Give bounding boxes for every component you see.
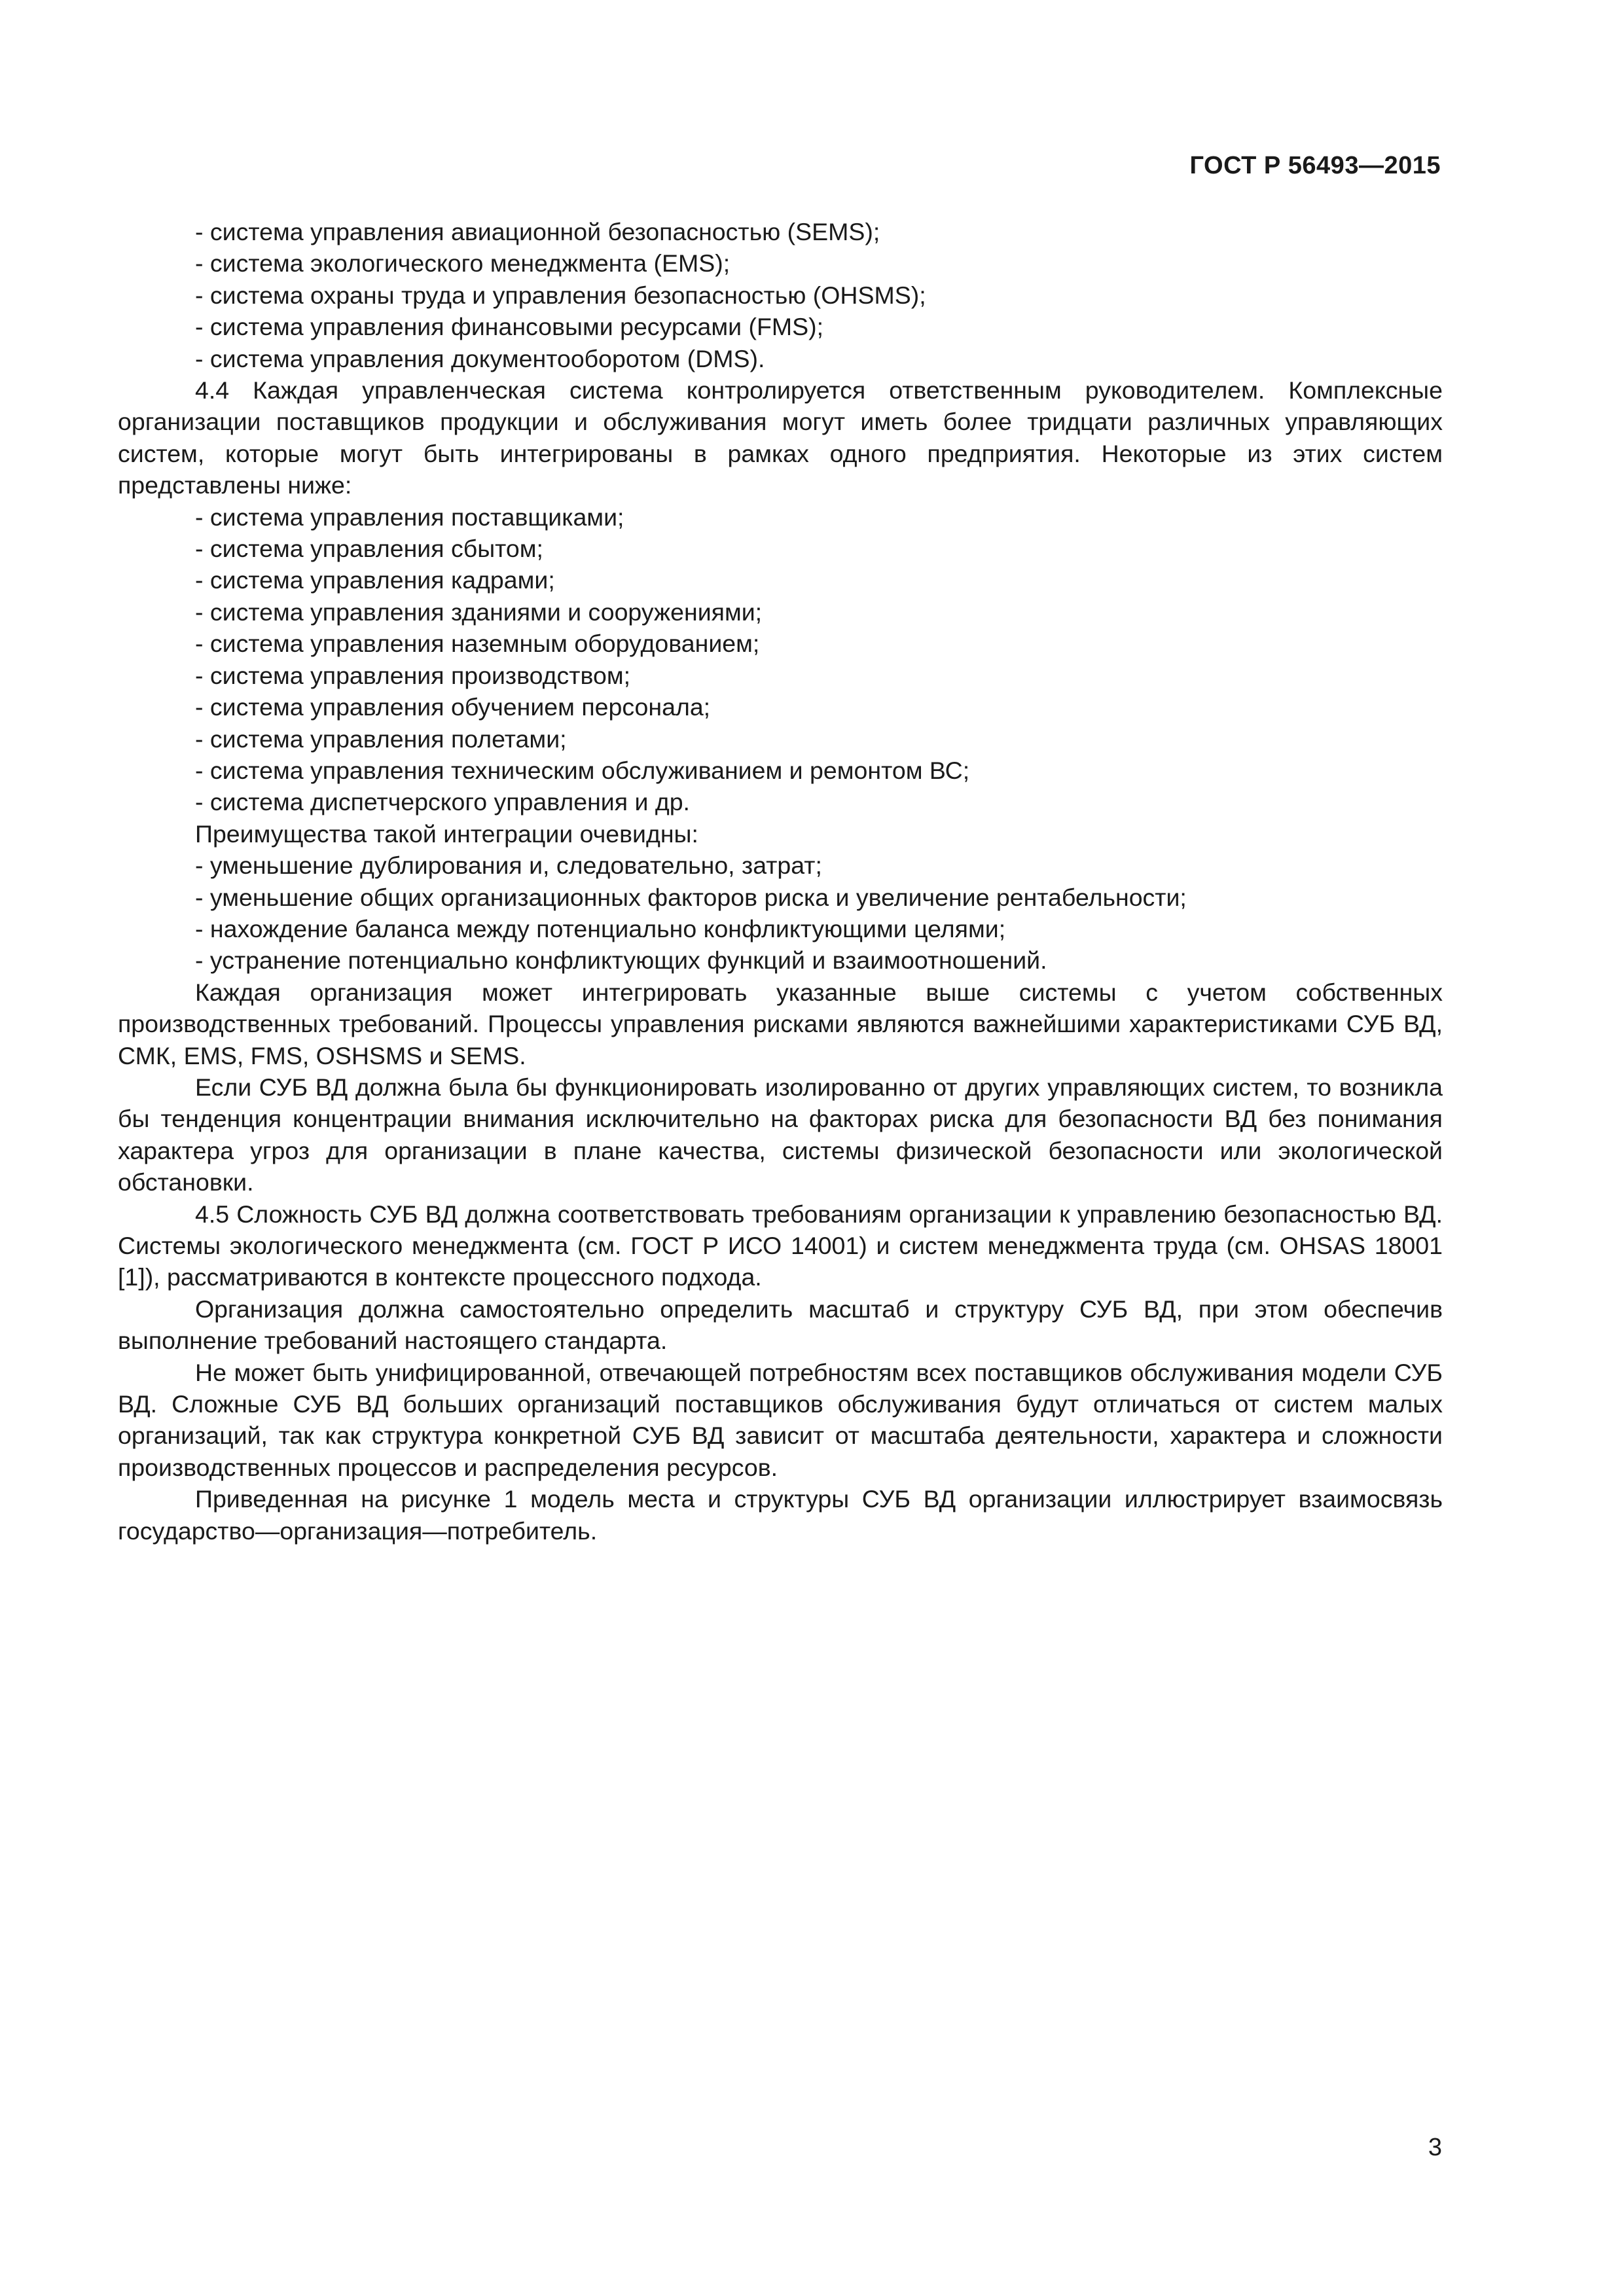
list-item: - система управления техническим обслуживанием и ремонтом ВС; xyxy=(195,756,970,784)
list-item: - система охраны труда и управления безопасностью (OHSMS); xyxy=(195,281,926,309)
list-item: - система управления производством; xyxy=(195,661,631,689)
list-item: - система управления сбытом; xyxy=(195,535,543,563)
paragraph-figure-reference: Приведенная на рисунке 1 модель места и структуры СУБ ВД организации иллюстрирует взаимосвязь государство—организация—потребитель. xyxy=(118,1485,1443,1545)
list-item: - система управления наземным оборудованием; xyxy=(195,630,760,658)
paragraph-isolated: Если СУБ ВД должна была бы функционировать изолированно от других управляющих систем, то возникла бы тенденция концентрации внимания исключительно на факторах риска для безопасности ВД без понимания характера угроз для организации в плане качества, системы физической безопасности или экологической обстановки. xyxy=(118,1073,1443,1196)
list-item: - система диспетчерского управления и др. xyxy=(195,788,690,816)
list-item: - уменьшение дублирования и, следовательно, затрат; xyxy=(195,852,822,880)
list-item: - система управления зданиями и сооружениями; xyxy=(195,598,763,626)
page-number: 3 xyxy=(1428,2134,1442,2161)
list-item: - система экологического менеджмента (EMS); xyxy=(195,249,731,278)
list-item: - уменьшение общих организационных факторов риска и увеличение рентабельности; xyxy=(195,883,1187,911)
document-body xyxy=(118,216,1443,1547)
paragraph-4-4: 4.4 Каждая управленческая система контролируется ответственным руководителем. Комплексные организации поставщиков продукции и обслуживания могут иметь более тридцати различных управляющих систем, которые могут быть интегрированы в рамках одного предприятия. Некоторые из этих систем представлены ниже: xyxy=(118,376,1443,499)
list-item: - система управления кадрами; xyxy=(195,566,555,594)
document-id-header: ГОСТ Р 56493—2015 xyxy=(1189,152,1441,179)
list-item: - система управления полетами; xyxy=(195,725,567,753)
paragraph-4-5: 4.5 Сложность СУБ ВД должна соответствовать требованиям организации к управлению безопасностью ВД. Системы экологического менеджмента (см. ГОСТ Р ИСО 14001) и систем менеджмента труда (см. OHSAS 18001 [1]), рассматриваются в контексте процессного подхода. xyxy=(118,1200,1443,1291)
list-item: - система управления обучением персонала; xyxy=(195,693,711,721)
list-item: - нахождение баланса между потенциально конфликтующими целями; xyxy=(195,914,1006,942)
list-item: - устранение потенциально конфликтующих функций и взаимоотношений. xyxy=(195,946,1047,975)
paragraph-each-organization: Каждая организация может интегрировать указанные выше системы с учетом собственных производственных требований. Процессы управления рисками являются важнейшими характеристиками СУБ ВД, СМК, EMS, FMS, OSHSMS и SEMS. xyxy=(118,978,1443,1069)
list-item: - система управления финансовыми ресурсами (FMS); xyxy=(195,313,824,341)
paragraph-unified: Не может быть унифицированной, отвечающей потребностям всех поставщиков обслуживания модели СУБ ВД. Сложные СУБ ВД больших организаций поставщиков обслуживания будут отличаться от систем малых организаций, так как структура конкретной СУБ ВД зависит от масштаба деятельности, характера и сложности производственных процессов и распределения ресурсов. xyxy=(118,1358,1443,1481)
list-item: - система управления авиационной безопасностью (SEMS); xyxy=(195,218,880,245)
list-item: - система управления поставщиками; xyxy=(195,503,624,531)
paragraph-scale: Организация должна самостоятельно определить масштаб и структуру СУБ ВД, при этом обеспечив выполнение требований настоящего стандарта. xyxy=(118,1295,1443,1355)
list-item: - система управления документооборотом (DMS). xyxy=(195,344,765,372)
paragraph-advantages: Преимущества такой интеграции очевидны: xyxy=(195,819,698,848)
